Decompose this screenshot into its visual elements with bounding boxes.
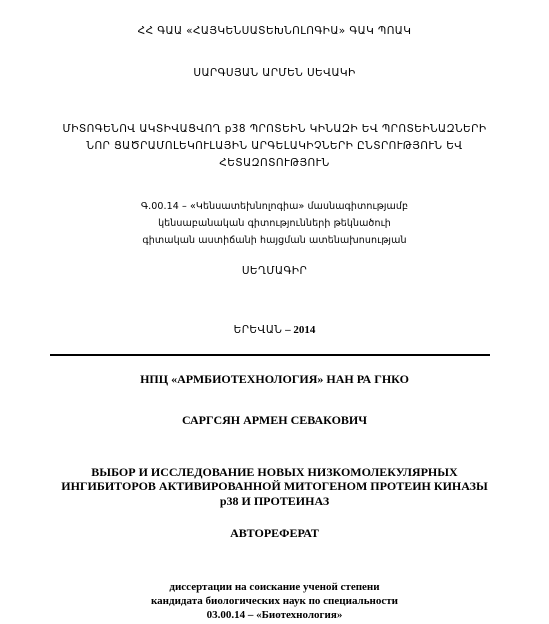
russian-title-line-1: ВЫБОР И ИССЛЕДОВАНИЕ НОВЫХ НИЗКОМОЛЕКУЛЯРНЫХ [91,465,458,479]
armenian-city-year [0,325,549,337]
russian-title-line-2: ИНГИБИТОРОВ АКТИВИРОВАННОЙ МИТОГЕНОМ ПРОТЕИН КИНАЗЫ [61,479,488,493]
armenian-degree-line-1: Գ.00.14 – «Կենսատեխնոլոգիա» մասնագիտությամբ [140,201,409,212]
armenian-title-line-2: ՆՈՐ ՑԱԾՐԱՄՈԼԵԿՈՒԼԱՅԻՆ ԱՐԳԵԼԱԿԻՉՆԵՐԻ ԸՆՏՐՈՒԹՅՈՒՆ ԵՎ [86,140,463,152]
russian-doc-type: АВТОРЕФЕРАТ [230,526,319,540]
armenian-doc-type: ՍԵՂՄԱԳԻՐ [241,265,308,277]
russian-degree-line-1: диссертации на соискание ученой степени [169,581,380,593]
armenian-institution: ՀՀ ԳԱԱ «ՀԱՅԿԵՆՍԱՏԵԽՆՈԼՈԳԻԱ» ԳԱԿ ՊՈԱԿ [137,25,412,37]
russian-degree-line-3: 03.00.14 – «Биотехнология» [206,609,343,621]
russian-author-name: САРГСЯН АРМЕН СЕВАКОВИЧ [181,413,368,427]
russian-title-line-3: p38 И ПРОТЕИНАЗ [219,494,330,508]
armenian-author-name: ՍԱՐԳՍՅԱՆ ԱՐՄԵՆ ՍԵՎԱԿԻ [193,67,356,79]
armenian-title-line-1: ՄԻՏՈԳԵՆՈՎ ԱԿՏԻՎԱՑՎՈՂ p38 ՊՐՈՏԵԻՆ ԿԻՆԱԶԻ ԵՎ ՊՐՈՏԵԻՆԱԶՆԵՐԻ [62,123,487,135]
russian-institution: НПЦ «АРМБИОТЕХНОЛОГИЯ» НАН РА ГНКО [140,372,409,386]
section-divider [50,354,490,356]
armenian-city: ԵՐԵՎԱՆ [233,324,283,336]
russian-degree-line-2: кандидата биологических наук по специальности [151,595,398,607]
city-year-dash: – [282,324,294,336]
armenian-degree-line-3: գիտական աստիճանի հայցման ատենախոսության [142,235,407,246]
armenian-degree-line-2: կենսաբանական գիտությունների թեկնածուի [158,218,391,229]
armenian-year: 2014 [293,324,316,336]
armenian-title-line-3: ՀԵՏԱԶՈՏՈՒԹՅՈՒՆ [219,157,330,169]
